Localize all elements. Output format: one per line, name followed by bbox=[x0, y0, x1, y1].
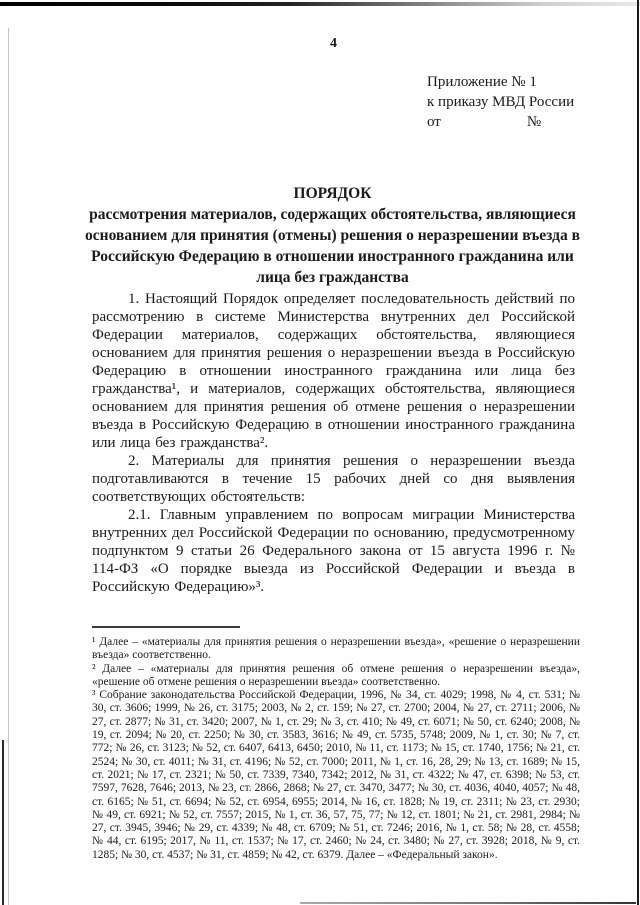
document-body bbox=[92, 290, 575, 596]
page-number: 4 bbox=[330, 36, 337, 51]
appendix-line-3 bbox=[427, 112, 585, 132]
body-paragraph: 1. Настоящий Порядок определяет последовательность действий по рассмотрению в системе Министерства внутренних дел Российской Федерации материалов, содержащих обстоятельства, являющиеся основанием для принятия решения о неразрешении въезда в Российскую Федерацию в отношении иностранного гражданина или лица без гражданства¹, и материалов, содержащих обстоятельства, являющиеся основанием для принятия решения об отмене решения о неразрешении въезда в Российскую Федерацию в отношении иностранного гражданина или лица без гражданства². bbox=[92, 291, 575, 451]
body-paragraph: 2. Материалы для принятия решения о неразрешении въезда подготавливаются в течение 15 рабочих дней со дня выявления соответствующих обстоятельств: bbox=[92, 453, 575, 505]
appendix-number-label: № bbox=[526, 114, 542, 130]
footnote: ³ Собрание законодательства Российской Федерации, 1996, № 34, ст. 4029; 1998, № 4, ст. 531; № 30, ст. 3606; 1999, № 26, ст. 3175; 2003, № 2, ст. 159; № 27, ст. 2700; 2004, № 27, ст. 2711; 2006, № 27, ст. 2877; № 31, ст. 3420; 2007, № 1, ст. 29; № 3, ст. 410; № 49, ст. 6071; № 50, ст. 6240; 2008, № 19, ст. 2094; № 20, ст. 2250; № 30, ст. 3583, 3616; № 49, ст. 5735, 5748; 2009, № 1, ст. 30; № 7, ст. 772; № 26, ст. 3123; № 52, ст. 6407, 6413, 6450; 2010, № 11, ст. 1173; № 15, ст. 1740, 1756; № 21, ст. 2524; № 30, ст. 4011; № 31, ст. 4196; № 52, ст. 7000; 2011, № 1, ст. 16, 28, 29; № 13, ст. 1689; № 15, ст. 2021; № 17, ст. 2321; № 50, ст. 7339, 7340, 7342; 2012, № 31, ст. 4322; № 47, ст. 6398; № 53, ст. 7597, 7628, 7646; 2013, № 23, ст. 2866, 2868; № 27, ст. 3470, 3477; № 30, ст. 4036, 4040, 4057; № 48, ст. 6165; № 51, ст. 6694; № 52, ст. 6954, 6955; 2014, № 16, ст. 1828; № 19, ст. 2311; № 23, ст. 2930; № 49, ст. 6921; № 52, ст. 7557; 2015, № 1, ст. 36, 57, 75, 77; № 12, ст. 1801; № 21, ст. 2981, 2984; № 27, ст. 3945, 3946; № 29, ст. 4339; № 48, ст. 6709; № 51, ст. 7246; 2016, № 1, ст. 58; № 28, ст. 4558; № 44, ст. 6195; 2017, № 11, ст. 1537; № 17, ст. 2460; № 24, ст. 3480; № 27, ст. 3928; 2018, № 9, ст. 1285; № 30, ст. 4537; № 31, ст. 4859; № 42, ст. 6379. Далее – «Федеральный закон». bbox=[92, 689, 580, 861]
footnote: ¹ Далее – «материалы для принятия решения о неразрешении въезда», «решение о неразрешении въезда» соответственно. bbox=[92, 636, 580, 662]
title-heading: ПОРЯДОК bbox=[293, 185, 372, 202]
appendix-line-2: к приказу МВД России bbox=[427, 94, 575, 110]
footnote: ² Далее – «материалы для принятия решения об отмене решения о неразрешении въезда», «решение об отмене решения о неразрешении въезда» соответственно. bbox=[92, 662, 580, 688]
appendix-from-label: от bbox=[427, 114, 441, 130]
body-paragraph: 2.1. Главным управлением по вопросам миграции Министерства внутренних дел Российской Федерации по основанию, предусмотренному подпунктом 9 статьи 26 Федерального закона от 15 августа 1996 г. № 114-ФЗ «О порядке выезда из Российской Федерации и въезда в Российскую Федерацию»³. bbox=[92, 507, 575, 595]
scan-artifact-left-edge bbox=[8, 28, 9, 905]
document-title bbox=[80, 183, 585, 288]
footnotes-block bbox=[92, 636, 580, 862]
footnote-separator bbox=[92, 626, 240, 628]
appendix-line-1: Приложение № 1 bbox=[427, 74, 537, 90]
scan-artifact-bottom-edge bbox=[300, 902, 636, 904]
scan-artifact-right-edge bbox=[637, 0, 639, 905]
title-subtitle: рассмотрения материалов, содержащих обстоятельства, являющиеся основанием для принятия (отмены) решения о неразрешении въезда в Российскую Федерацию в отношении иностранного гражданина или лица без гражданства bbox=[85, 206, 580, 286]
appendix-header bbox=[427, 72, 585, 132]
scan-artifact-left-edge-dark bbox=[2, 740, 4, 905]
scan-artifact-top-edge bbox=[0, 2, 640, 6]
